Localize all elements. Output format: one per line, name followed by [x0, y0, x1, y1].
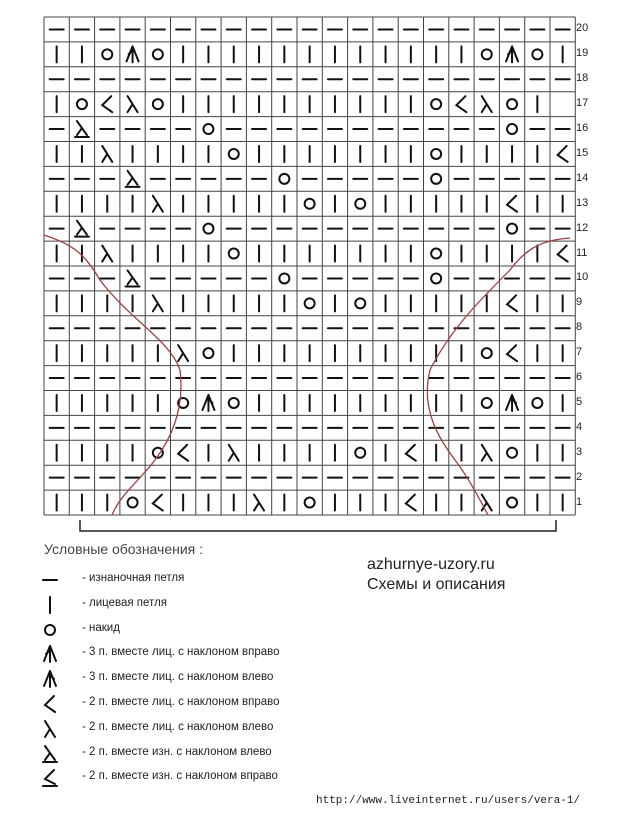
- row-number: 15: [576, 146, 589, 159]
- legend-title: Условные обозначения :: [44, 541, 204, 557]
- yarn-over-icon: [153, 99, 163, 109]
- k3tog-right-icon: [40, 643, 60, 665]
- k2tog-right-icon: [406, 495, 416, 511]
- legend-label: - 2 п. вместе изн. с наклоном влево: [82, 745, 272, 758]
- k3tog-right-icon: [127, 46, 139, 62]
- k3tog-right-icon: [506, 46, 518, 62]
- yarn-over-icon: [128, 498, 138, 508]
- row-number: 2: [576, 470, 583, 483]
- yarn-over-icon: [355, 448, 365, 458]
- k2tog-left-icon: [482, 96, 492, 112]
- p2tog-left-icon: [126, 270, 140, 286]
- yarn-over-icon: [355, 199, 365, 209]
- yarn-over-icon: [431, 149, 441, 159]
- row-number: 18: [576, 72, 589, 85]
- k2tog-right-icon: [102, 96, 112, 112]
- row-number: 13: [576, 196, 589, 209]
- yarn-over-icon: [532, 49, 542, 59]
- yarn-over-icon: [305, 298, 315, 308]
- k2tog-left-icon: [102, 146, 112, 162]
- k2tog-left-icon: [229, 445, 239, 461]
- k2tog-left-icon: [128, 96, 138, 112]
- k2tog-left-icon: [153, 295, 163, 311]
- legend-label: - 2 п. вместе лиц. с наклоном вправо: [82, 696, 280, 708]
- legend-label: - изнаночная петля: [82, 572, 185, 584]
- yarn-over-icon: [482, 49, 492, 59]
- row-number: 10: [576, 271, 589, 284]
- yarn-over-icon: [482, 398, 492, 408]
- footer-url[interactable]: http://www.liveinternet.ru/users/vera-1/: [316, 795, 581, 807]
- chart-grid: [44, 17, 575, 515]
- row-number: 7: [576, 346, 583, 359]
- p2tog-left-icon: [75, 121, 89, 137]
- k3tog-left-icon: [40, 668, 60, 690]
- k2tog-right-icon: [558, 246, 568, 262]
- yarn-over-icon: [507, 99, 517, 109]
- yarn-over-icon: [507, 124, 517, 134]
- row-number: 11: [576, 246, 588, 259]
- yarn-over-icon: [77, 99, 87, 109]
- k2tog-right-icon: [406, 445, 416, 461]
- k2tog-right-icon: [153, 495, 163, 511]
- k2tog-left-icon: [254, 495, 264, 511]
- k2tog-right-icon: [558, 146, 568, 162]
- row-number: 4: [576, 420, 583, 433]
- yarn-over-icon: [203, 124, 213, 134]
- row-number: 14: [576, 171, 589, 184]
- repeat-bracket: [80, 520, 556, 531]
- p2tog-left-icon: [40, 743, 60, 765]
- yarn-over-icon: [102, 49, 112, 59]
- pattern-outline-left: [44, 235, 181, 515]
- legend-label: - 3 п. вместе лиц. с наклоном вправо: [82, 646, 280, 659]
- yarn-over-icon: [431, 249, 441, 259]
- k2tog-left-icon: [178, 345, 188, 361]
- yarn-over-icon: [203, 224, 213, 234]
- k2tog-right-icon: [507, 196, 517, 212]
- yarn-over-icon: [431, 99, 441, 109]
- row-number: 17: [576, 97, 589, 110]
- row-number: 5: [576, 395, 583, 408]
- row-number: 12: [576, 221, 589, 234]
- k2tog-left-icon: [153, 196, 163, 212]
- legend-label: - 2 п. вместе лиц. с наклоном влево: [82, 720, 274, 733]
- p2tog-left-icon: [75, 221, 89, 237]
- yarn-over-icon: [431, 174, 441, 184]
- yarn-over-icon: [507, 224, 517, 234]
- row-number: 19: [576, 47, 589, 60]
- p2tog-left-icon: [126, 171, 140, 187]
- k2tog-right-icon: [178, 445, 188, 461]
- row-number: 20: [576, 22, 589, 35]
- k2tog-left-icon: [482, 495, 492, 511]
- row-number: 6: [576, 371, 583, 384]
- yarn-over-icon: [305, 498, 315, 508]
- yarn-over-icon: [507, 448, 517, 458]
- row-number: 16: [576, 122, 589, 135]
- p2tog-right-icon: [40, 767, 60, 789]
- k2tog-left-icon: [482, 445, 492, 461]
- yarn-over-icon: [153, 49, 163, 59]
- k2tog-right-icon: [40, 693, 60, 715]
- yarn-over-icon: [482, 348, 492, 358]
- k3tog-left-icon: [202, 395, 214, 411]
- k2tog-left-icon: [40, 718, 60, 740]
- yarn-over-icon: [305, 199, 315, 209]
- k2tog-right-icon: [507, 295, 517, 311]
- yarn-over-icon: [532, 398, 542, 408]
- yarn-over-icon: [229, 249, 239, 259]
- yarn-over-icon: [355, 298, 365, 308]
- legend-label: - лицевая петля: [82, 596, 168, 609]
- yarn-over-icon: [279, 174, 289, 184]
- legend-label: - 3 п. вместе лиц. с наклоном влево: [82, 671, 274, 684]
- k2tog-right-icon: [456, 96, 466, 112]
- row-number: 9: [576, 296, 583, 309]
- k3tog-left-icon: [506, 395, 518, 411]
- k2tog-right-icon: [507, 345, 517, 361]
- purl-icon: [40, 569, 60, 591]
- row-number: 8: [576, 321, 583, 334]
- k2tog-left-icon: [102, 246, 112, 262]
- yarn-over-icon: [203, 348, 213, 358]
- knit-icon: [40, 594, 60, 616]
- legend-label: - 2 п. вместе изн. с наклоном вправо: [82, 770, 278, 783]
- yarn-over-icon: [279, 273, 289, 283]
- row-number: 1: [576, 495, 583, 508]
- yarn-over-icon: [229, 398, 239, 408]
- row-number: 3: [576, 445, 583, 458]
- legend-label: - накид: [82, 621, 120, 634]
- yarn-over-icon: [507, 498, 517, 508]
- yarn-over-icon: [229, 149, 239, 159]
- site-name: azhurnye-uzory.ru: [367, 556, 495, 573]
- site-subtitle: Схемы и описания: [367, 576, 506, 593]
- yarn-over-icon: [431, 273, 441, 283]
- yarn-over-icon: [40, 619, 60, 641]
